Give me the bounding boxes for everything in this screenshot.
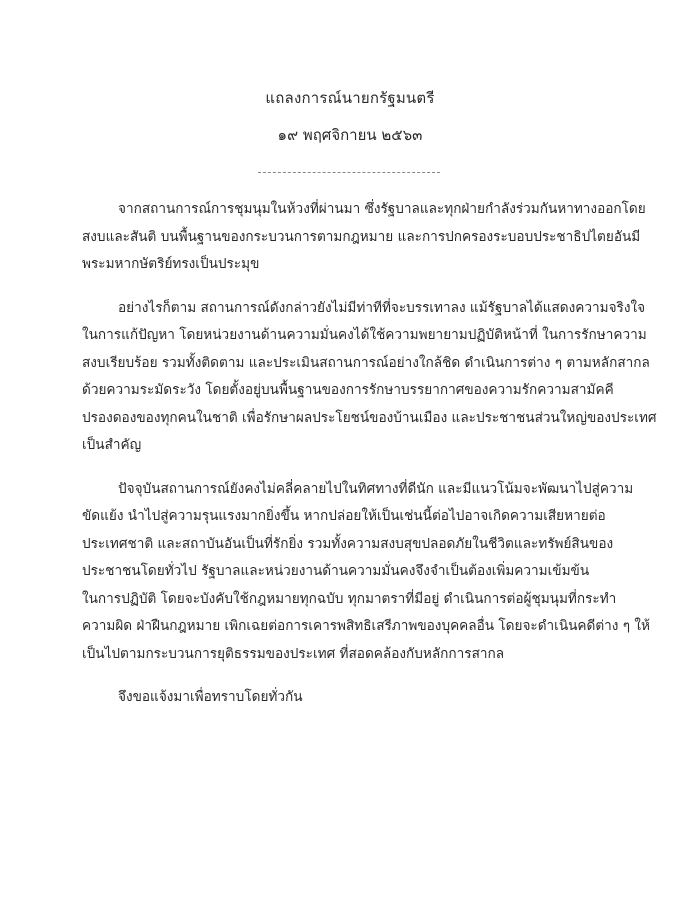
paragraph-line: พระมหากษัตริย์ทรงเป็นประมุข (82, 256, 260, 272)
paragraph-line: ขัดแย้ง นำไปสู่ความรุนแรงมากยิ่งขึ้น หากปล่อยให้เป็นเช่นนี้ต่อไปอาจเกิดความเสียหายต่อ (82, 508, 606, 524)
paragraph-line: ในการปฏิบัติ โดยจะบังคับใช้กฎหมายทุกฉบับ ทุกมาตราที่มีอยู่ ดำเนินการต่อผู้ชุมนุมที่กระทำ (82, 590, 617, 607)
paragraph-line: ประชาชนโดยทั่วไป รัฐบาลและหน่วยงานด้านความมั่นคงจึงจำเป็นต้องเพิ่มความเข้มข้น (82, 563, 590, 579)
paragraph-line: เป็นไปตามกระบวนการยุติธรรมของประเทศ ที่สอดคล้องกับหลักการสากล (82, 645, 505, 662)
document-body (82, 196, 657, 712)
paragraph-line: ประเทศชาติ และสถาบันอันเป็นที่รักยิ่ง รวมทั้งความสงบสุขปลอดภัยในชีวิตและทรัพย์สินของ (82, 535, 614, 552)
paragraph-line: ปัจจุบันสถานการณ์ยังคงไม่คลี่คลายไปในทิศทางที่ดีนัก และมีแนวโน้มจะพัฒนาไปสู่ความ (118, 480, 634, 497)
paragraph-line: สงบเรียบร้อย รวมทั้งติดตาม และประเมินสถานการณ์อย่างใกล้ชิด ดำเนินการต่าง ๆ ตามหลักสากล (82, 354, 650, 371)
paragraph-line: ปรองดองของทุกคนในชาติ เพื่อรักษาผลประโยชน์ของบ้านเมือง และประชาชนส่วนใหญ่ของประเทศ (82, 409, 657, 426)
paragraph-3 (82, 476, 650, 669)
paragraph-line: อย่างไรก็ตาม สถานการณ์ดังกล่าวยังไม่มีท่าทีที่จะบรรเทาลง แม้รัฐบาลได้แสดงความจริงใจ (118, 299, 646, 316)
paragraph-line: ด้วยความระมัดระวัง โดยตั้งอยู่บนพื้นฐานของการรักษาบรรยากาศของความรักความสามัคคี (82, 382, 614, 398)
paragraph-line: เป็นสำคัญ (82, 437, 142, 453)
paragraph-1 (82, 196, 646, 279)
document-date: ๑๙ พฤศจิกายน ๒๕๖๓ (277, 126, 423, 144)
paragraph-2 (82, 295, 657, 460)
paragraph-line: สงบและสันติ บนพื้นฐานของกระบวนการตามกฎหมาย และการปกครองระบอบประชาธิปไตยอันมี (82, 228, 641, 245)
paragraph-line: จากสถานการณ์การชุมนุมในห้วงที่ผ่านมา ซึ่งรัฐบาลและทุกฝ่ายกำลังร่วมกันหาทางออกโดย (118, 201, 646, 217)
paragraph-line: ความผิด ฝ่าฝืนกฎหมาย เพิกเฉยต่อการเคารพสิทธิเสรีภาพของบุคคลอื่น โดยจะดำเนินคดีต่าง ๆ ให้ (82, 618, 650, 634)
separator-line (258, 172, 440, 173)
document-title: แถลงการณ์นายกรัฐมนตรี (265, 89, 435, 107)
closing-statement: จึงขอแจ้งมาเพื่อทราบโดยทั่วกัน (118, 689, 303, 705)
paragraph-line: ในการแก้ปัญหา โดยหน่วยงานด้านความมั่นคงได้ใช้ความพยายามปฏิบัติหน้าที่ ในการรักษาความ (82, 327, 647, 343)
